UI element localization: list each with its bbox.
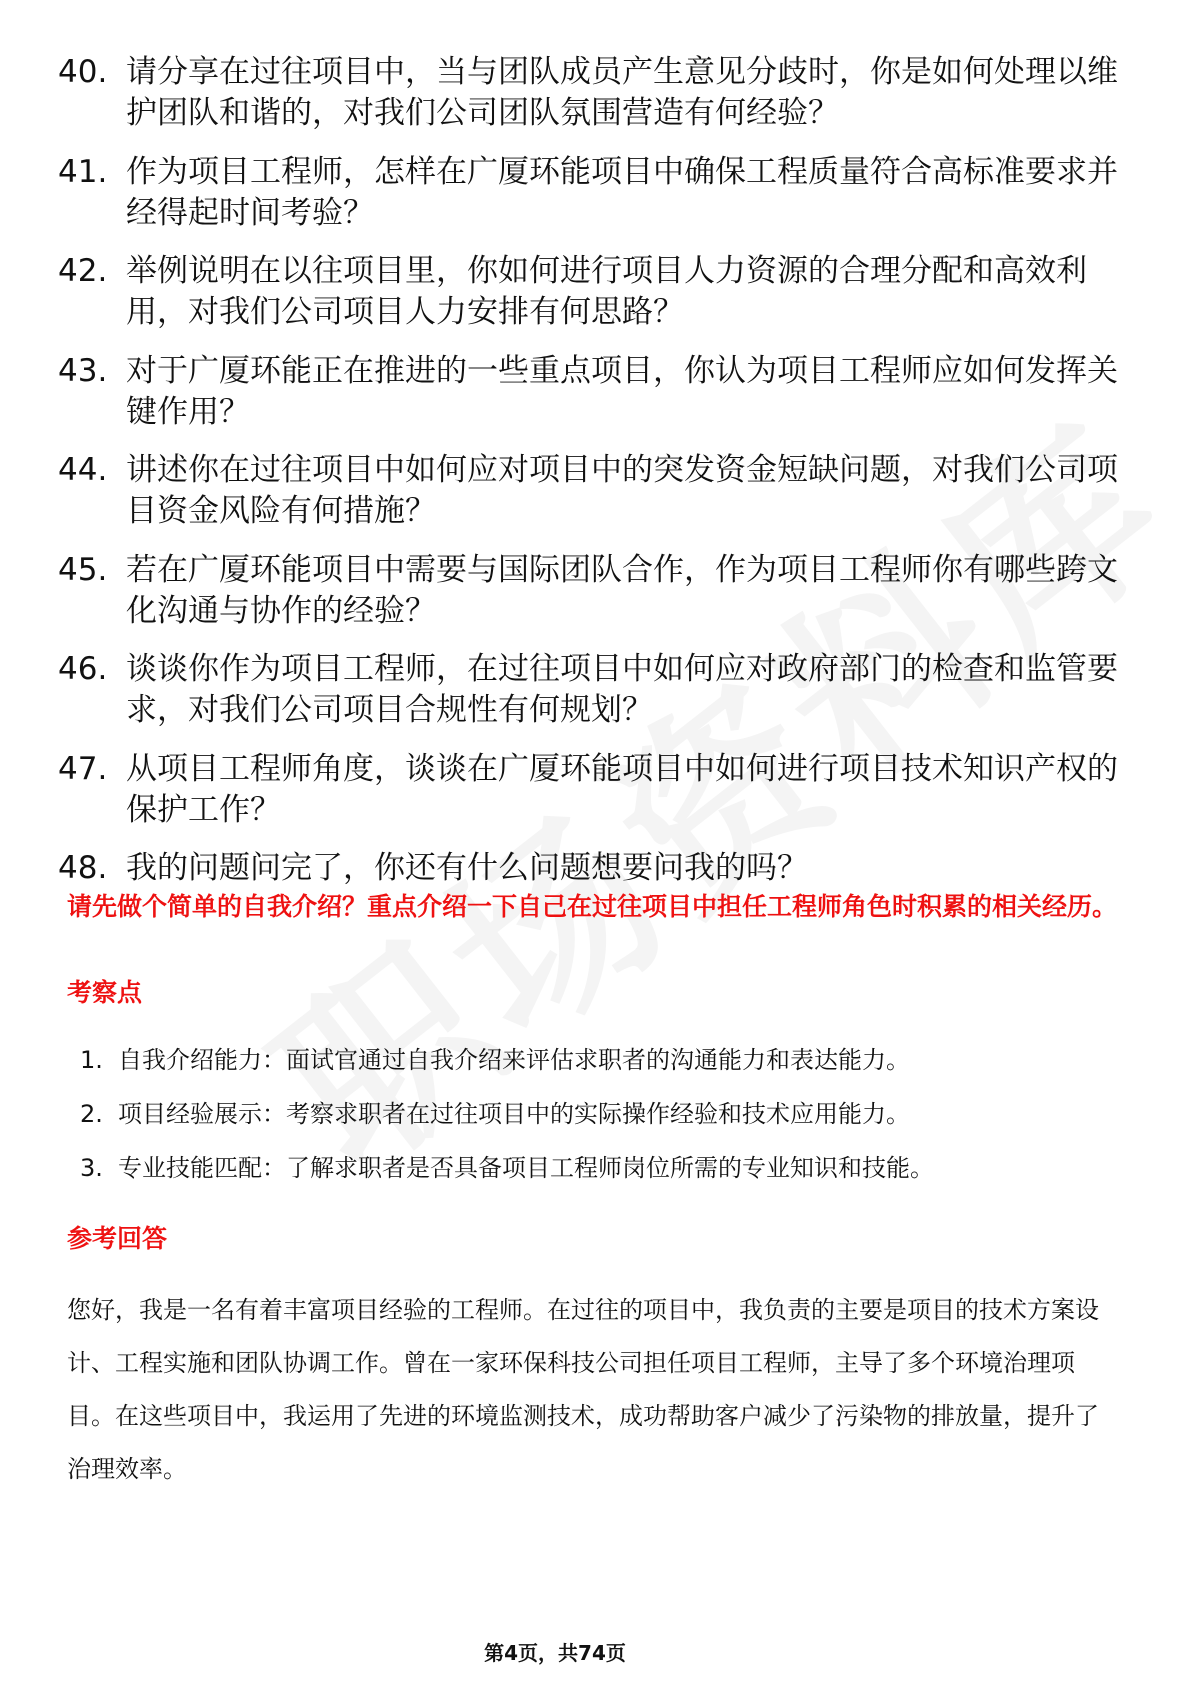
question-text: 举例说明在以往项目里，你如何进行项目人力资源的合理分配和高效利用，对我们公司项目人力安排有何思路？ [126,253,1087,330]
question-text: 若在广厦环能项目中需要与国际团队合作，作为项目工程师你有哪些跨文化沟通与协作的经验？ [126,551,1118,629]
question-item [58,450,1128,532]
question-text: 对于广厦环能正在推进的一些重点项目，你认为项目工程师应如何发挥关键作用？ [126,352,1118,430]
reference-answer-text: 您好，我是一名有着丰富项目经验的工程师。在过往的项目中，我负责的主要是项目的技术方案设计、工程实施和团队协调工作。曾在一家环保科技公司担任项目工程师，主导了多个环境治理项目。在这些项目中，我运用了先进的环境监测技术，成功帮助客户减少了污染物的排放量，提升了治理效率。 [67,1296,1099,1483]
exam-points-heading: 考察点 [67,978,143,1007]
featured-question: 请先做个简单的自我介绍？重点介绍一下自己在过往项目中担任工程师角色时积累的相关经历。 [67,892,1118,921]
question-number: 46. [58,651,108,687]
exam-point-text: 项目经验展示：考察求职者在过往项目中的实际操作经验和技术应用能力。 [118,1100,910,1128]
question-item [58,848,1128,889]
question-number: 45. [58,551,108,588]
question-number: 44. [58,452,108,488]
exam-point-item [80,1040,1130,1080]
question-item [58,351,1128,433]
question-text: 讲述你在过往项目中如何应对项目中的突发资金短缺问题，对我们公司项目资金风险有何措施？ [126,452,1118,529]
exam-point-number: 3. [80,1154,103,1182]
question-list [58,52,1128,907]
question-number: 41. [58,153,108,190]
question-number: 48. [58,850,108,886]
question-text: 作为项目工程师，怎样在广厦环能项目中确保工程质量符合高标准要求并经得起时间考验？ [126,153,1118,231]
question-number: 43. [58,352,108,389]
question-item [58,749,1128,831]
question-text: 谈谈你作为项目工程师，在过往项目中如何应对政府部门的检查和监管要求，对我们公司项目合规性有何规划？ [126,651,1118,728]
exam-point-text: 自我介绍能力：面试官通过自我介绍来评估求职者的沟通能力和表达能力。 [118,1046,910,1074]
exam-point-item [80,1148,1130,1188]
question-number: 42. [58,253,108,289]
reference-answer-heading: 参考回答 [67,1224,168,1253]
question-text: 我的问题问完了，你还有什么问题想要问我的吗？ [126,850,808,886]
question-item [58,52,1128,134]
exam-point-text: 专业技能匹配：了解求职者是否具备项目工程师岗位所需的专业知识和技能。 [118,1154,934,1182]
exam-point-number: 1. [80,1046,103,1074]
exam-point-number: 2. [80,1100,103,1128]
question-item [58,649,1128,731]
question-number: 47. [58,750,108,787]
question-item [58,550,1128,632]
question-item [58,251,1128,333]
page-footer: 第4页，共74页 [484,1641,626,1665]
question-text: 请分享在过往项目中，当与团队成员产生意见分歧时，你是如何处理以维护团队和谐的，对我们公司团队氛围营造有何经验？ [126,54,1118,131]
exam-points-list [80,1040,1130,1202]
question-item [58,152,1128,234]
exam-point-item [80,1094,1130,1134]
question-text: 从项目工程师角度，谈谈在广厦环能项目中如何进行项目技术知识产权的保护工作？ [126,750,1118,828]
question-number: 40. [58,54,108,90]
